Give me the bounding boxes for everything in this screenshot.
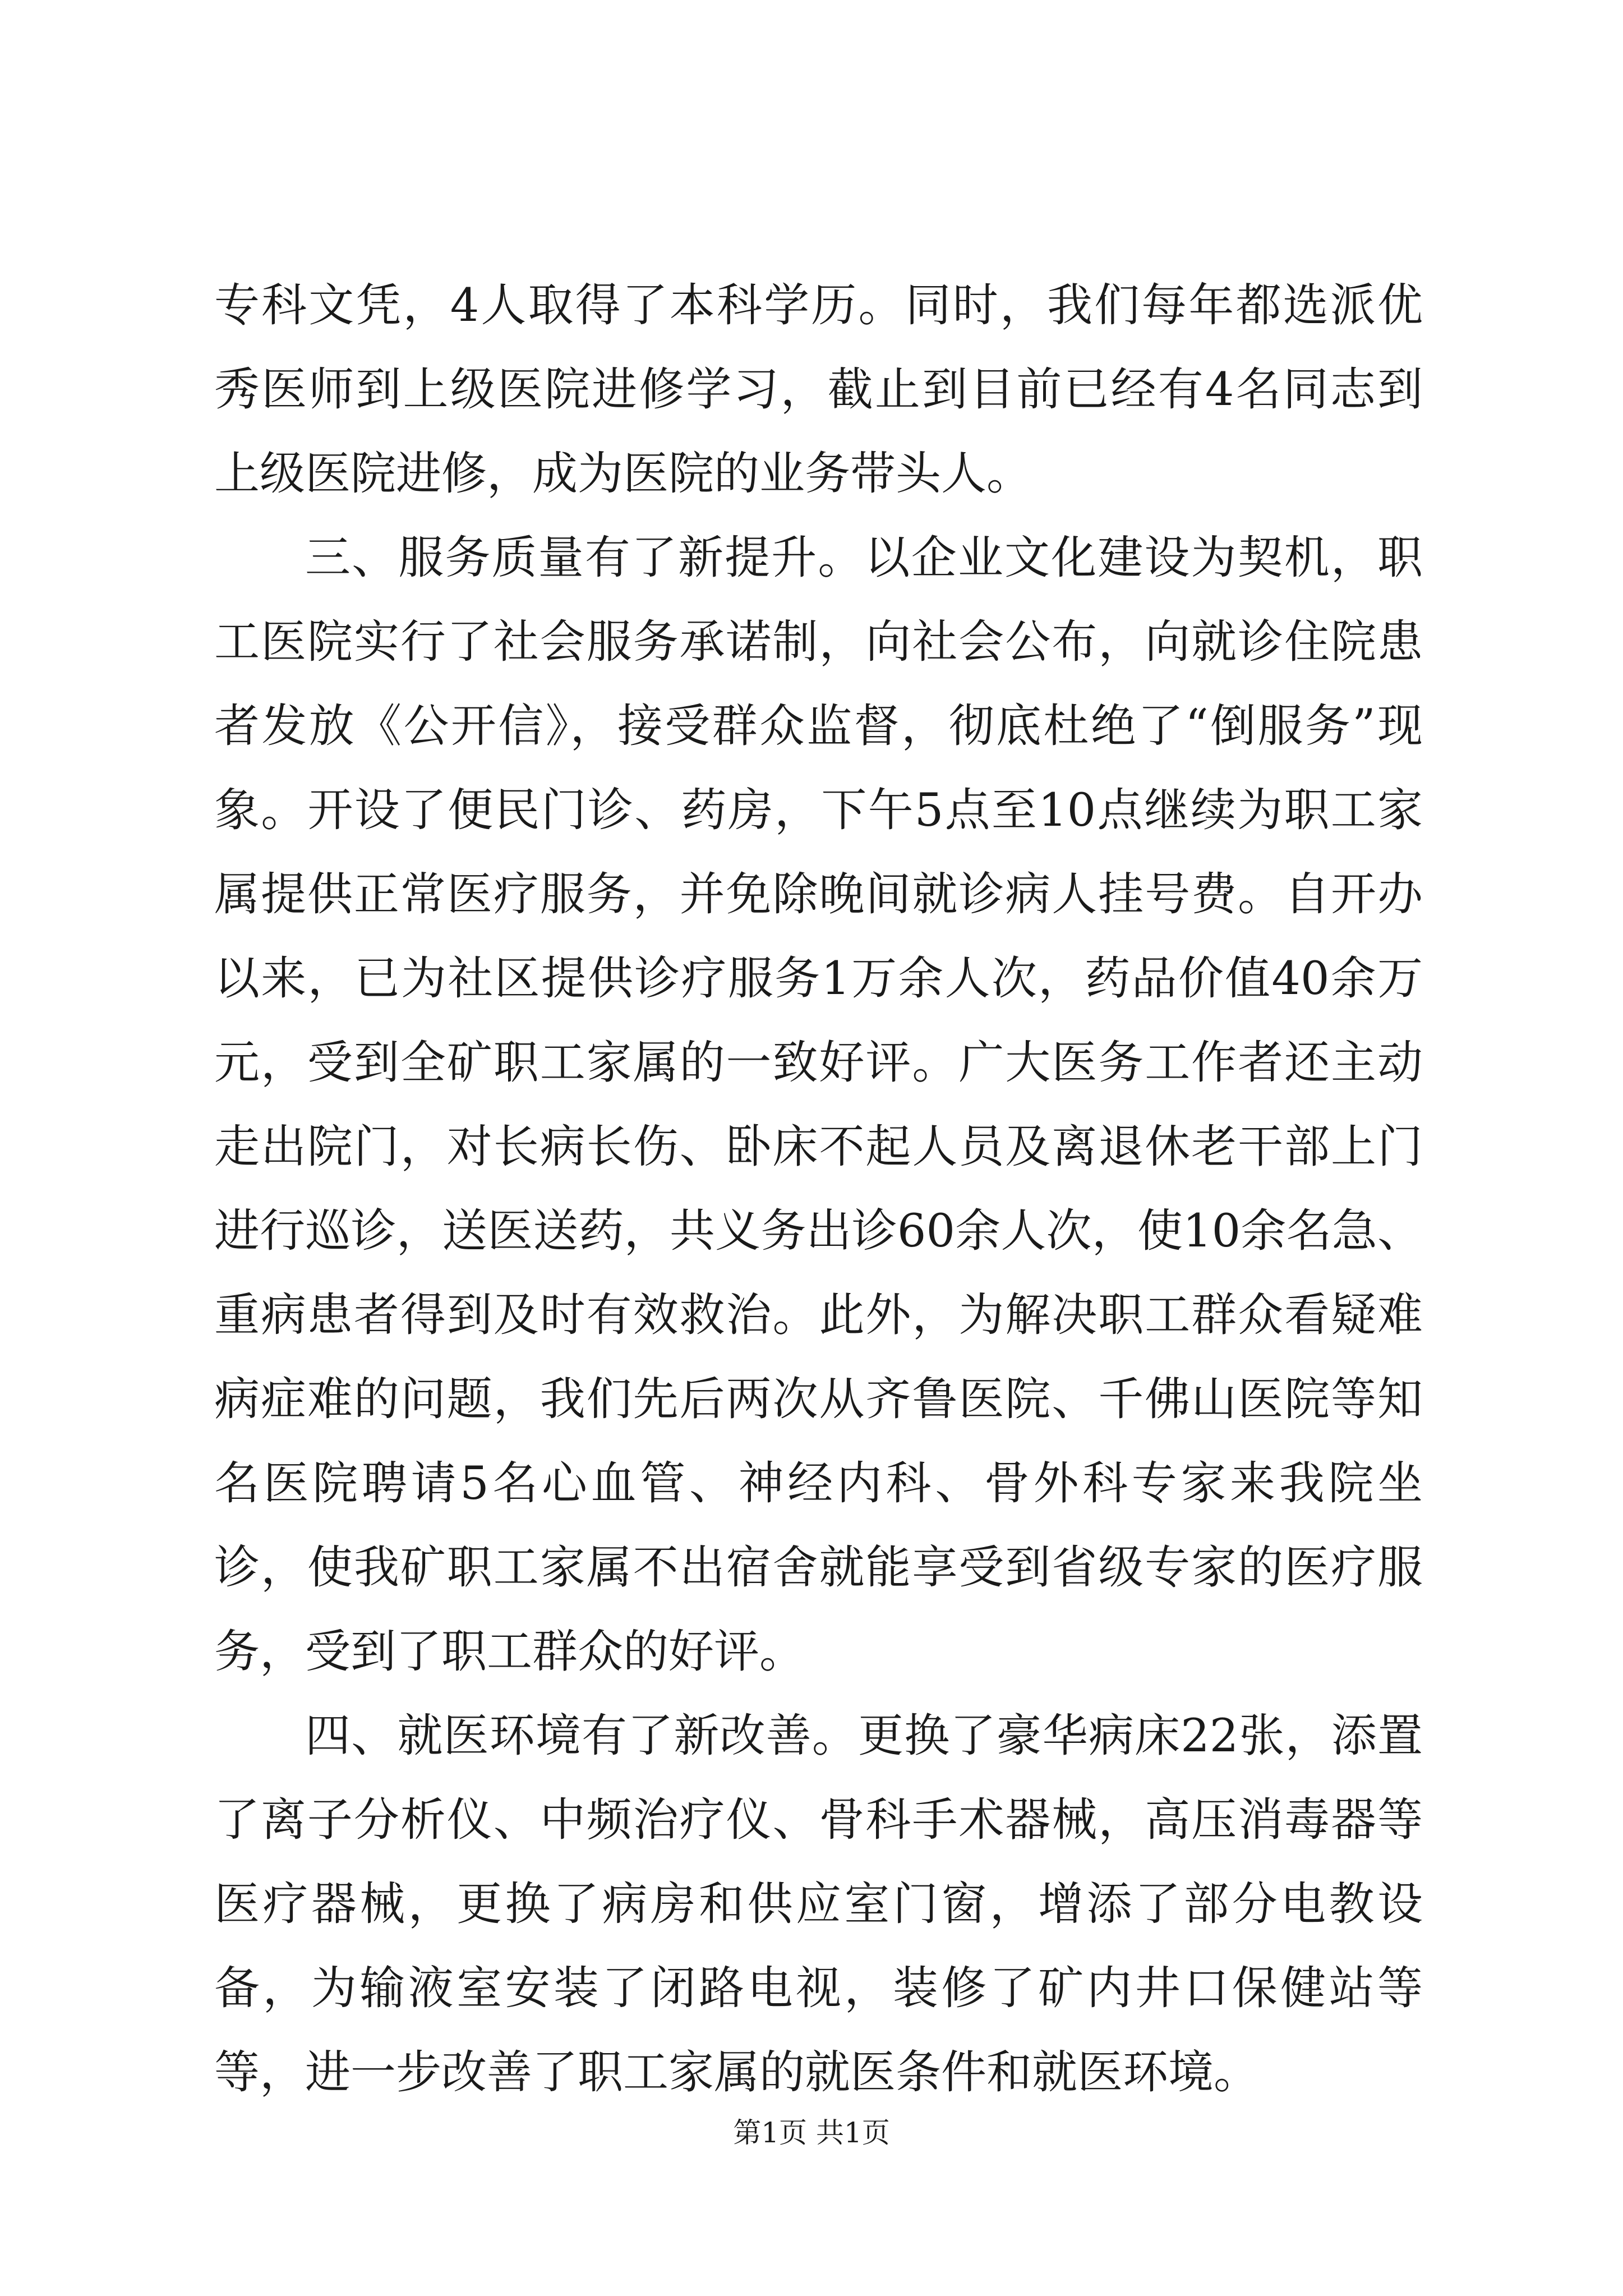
document-body <box>214 264 1423 2115</box>
paragraph-service-quality: 三、服务质量有了新提升。以企业文化建设为契机，职工医院实行了社会服务承诺制，向社会公布，向就诊住院患者发放《公开信》，接受群众监督，彻底杜绝了“倒服务”现象。开设了便民门诊、药房，下午5点至10点继续为职工家属提供正常医疗服务，并免除晚间就诊病人挂号费。自开办以来，已为社区提供诊疗服务1万余人次，药品价值40余万元，受到全矿职工家属的一致好评。广大医务工作者还主动走出院门，对长病长伤、卧床不起人员及离退休老干部上门进行巡诊，送医送药，共义务出诊60余人次，使10余名急、重病患者得到及时有效救治。此外，为解决职工群众看疑难病症难的问题，我们先后两次从齐鲁医院、千佛山医院等知名医院聘请5名心血管、神经内科、骨外科专家来我院坐诊，使我矿职工家属不出宿舍就能享受到省级专家的医疗服务，受到了职工群众的好评。 <box>214 532 1423 1678</box>
paragraph-continuation: 专科文凭，4人取得了本科学历。同时，我们每年都选派优秀医师到上级医院进修学习，截止到目前已经有4名同志到上级医院进修，成为医院的业务带头人。 <box>214 279 1423 500</box>
paragraph-medical-environment: 四、就医环境有了新改善。更换了豪华病床22张，添置了离子分析仪、中频治疗仪、骨科手术器械，高压消毒器等医疗器械，更换了病房和供应室门窗，增添了部分电教设备，为输液室安装了闭路电视，装修了矿内井口保健站等等，进一步改善了职工家属的就医条件和就医环境。 <box>214 1710 1423 2099</box>
page-footer: 第1页 共1页 <box>733 2116 890 2149</box>
